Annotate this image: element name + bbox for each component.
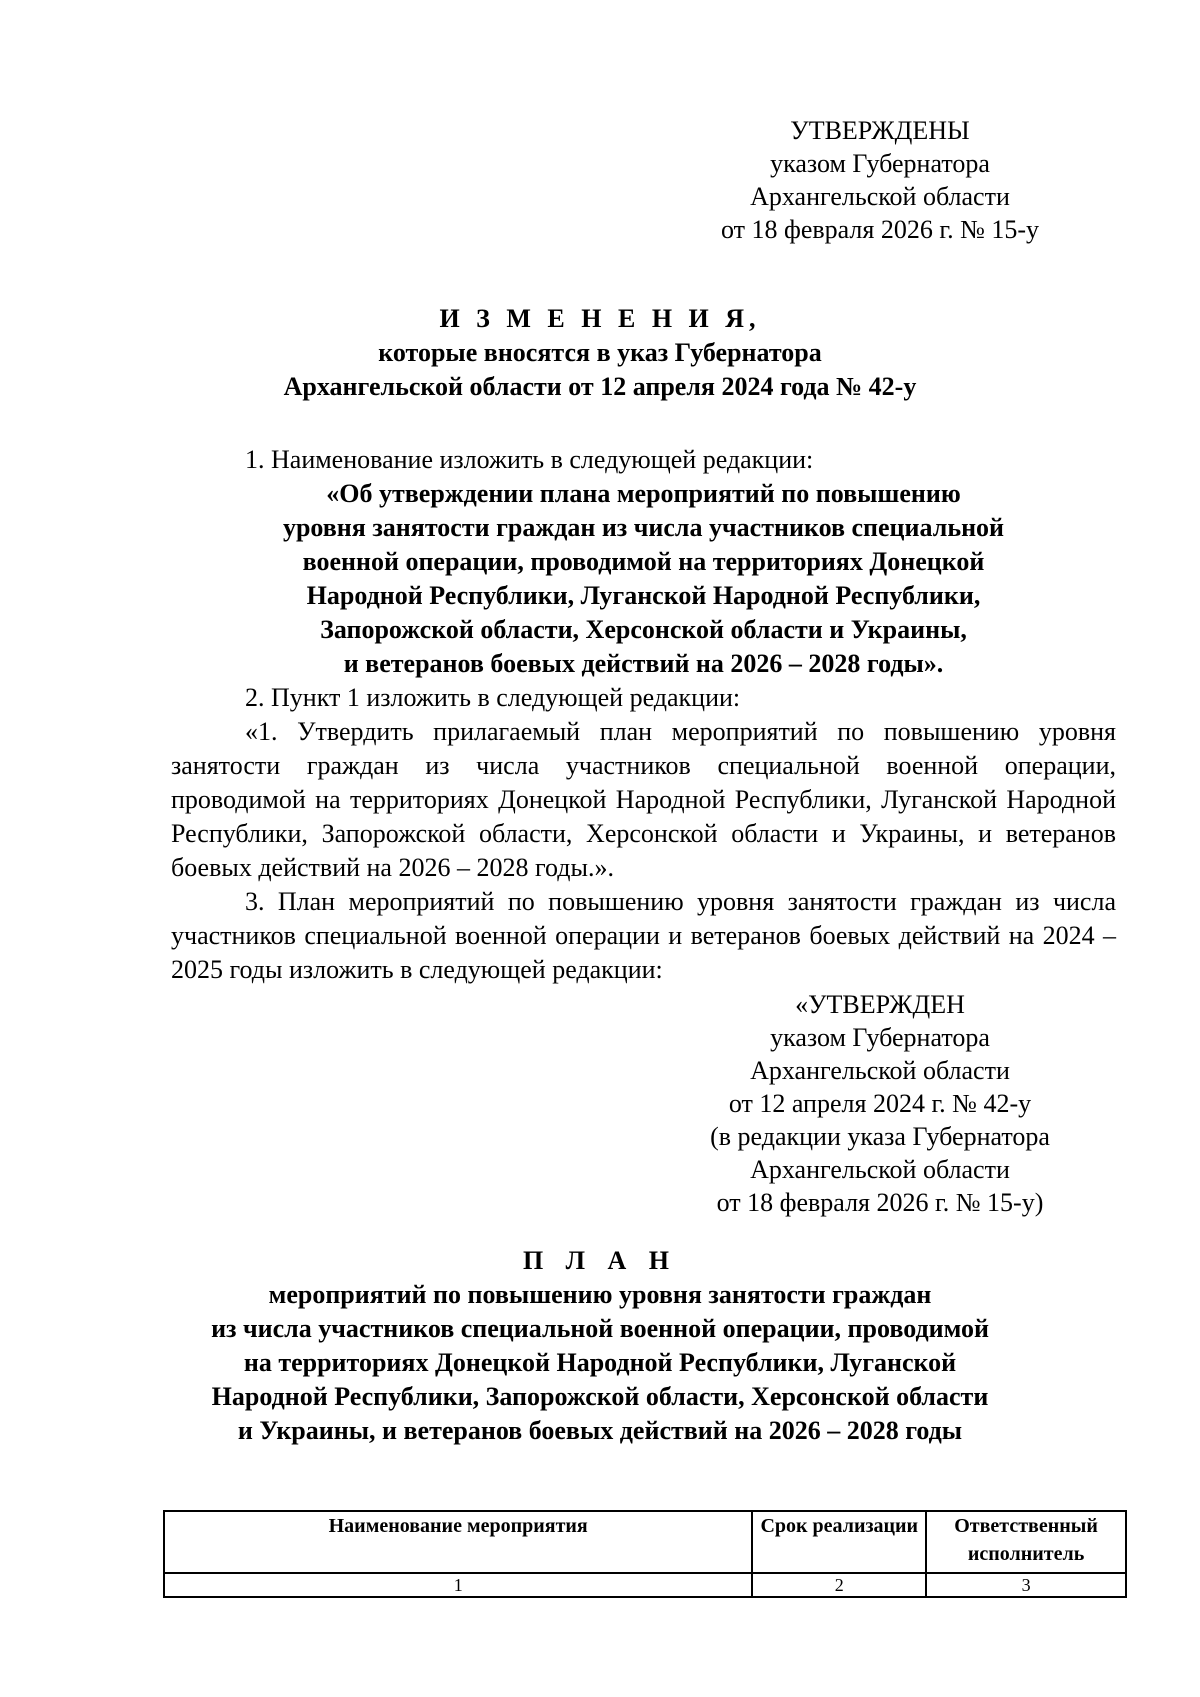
new-name-line: и ветеранов боевых действий на 2026 – 2028 годы». xyxy=(343,649,944,678)
heading-title: И З М Е Н Е Н И Я, xyxy=(439,304,761,333)
new-name-line: Запорожской области, Херсонской области и Украины, xyxy=(320,615,967,644)
stamp-line: от 18 февраля 2026 г. № 15-у) xyxy=(716,1188,1044,1217)
plan-title-line: мероприятий по повышению уровня занятости граждан xyxy=(268,1280,932,1309)
new-name-line: военной операции, проводимой на территориях Донецкой xyxy=(302,547,985,576)
new-name-line: уровня занятости граждан из числа участников специальной xyxy=(282,513,1005,542)
stamp-line: указом Губернатора xyxy=(770,149,990,178)
stamp-line: УТВЕРЖДЕНЫ xyxy=(790,116,970,145)
stamp-line: от 18 февраля 2026 г. № 15-у xyxy=(720,215,1040,244)
item-3-text: 3. План мероприятий по повышению уровня занятости граждан из числа участников специальной военной операции и ветеранов боевых действий на 2024 – 2025 годы изложить в следующей редакции: xyxy=(171,887,1116,984)
plan-title-line: и Украины, и ветеранов боевых действий на 2026 – 2028 годы xyxy=(237,1416,963,1445)
approval-stamp-2 xyxy=(680,988,1080,1219)
stamp-line: от 12 апреля 2024 г. № 42-у xyxy=(728,1089,1032,1118)
approval-stamp xyxy=(720,114,1040,246)
stamp-line: Архангельской области xyxy=(750,1155,1010,1184)
column-header-activity: Наименование мероприятия xyxy=(164,1511,752,1573)
heading-line: Архангельской области от 12 апреля 2024 года № 42-у xyxy=(283,372,917,401)
table-row xyxy=(164,1573,1126,1597)
plan-title xyxy=(0,1244,1200,1448)
new-name-line: Народной Республики, Луганской Народной Республики, xyxy=(306,581,981,610)
document-heading xyxy=(0,302,1200,404)
plan-title-line: из числа участников специальной военной операции, проводимой xyxy=(211,1314,989,1343)
heading-line: которые вносятся в указ Губернатора xyxy=(378,338,822,367)
column-number-cell: 2 xyxy=(752,1573,926,1597)
document-body xyxy=(171,443,1116,987)
plan-title-word: П Л А Н xyxy=(522,1246,678,1275)
stamp-line: «УТВЕРЖДЕН xyxy=(795,990,965,1019)
item-1-new-name xyxy=(171,477,1116,681)
column-header-responsible: Ответственный исполнитель xyxy=(926,1511,1126,1573)
stamp-line: указом Губернатора xyxy=(770,1023,990,1052)
item-1-intro: 1. Наименование изложить в следующей редакции: xyxy=(245,445,814,474)
item-2-text: «1. Утвердить прилагаемый план мероприятий по повышению уровня занятости граждан из числа участников специальной военной операции, проводимой на территориях Донецкой Народной Республики, Луганской Народной Республики, Запорожской области, Херсонской области и Украины, и ветеранов боевых действий на 2026 – 2028 годы.». xyxy=(171,717,1116,882)
item-2-intro: 2. Пункт 1 изложить в следующей редакции: xyxy=(245,683,741,712)
column-header-deadline: Срок реализации xyxy=(752,1511,926,1573)
stamp-line: (в редакции указа Губернатора xyxy=(710,1122,1050,1151)
column-number-cell: 1 xyxy=(164,1573,752,1597)
stamp-line: Архангельской области xyxy=(750,182,1010,211)
new-name-line: «Об утверждении плана мероприятий по повышению xyxy=(326,479,961,508)
column-number-cell: 3 xyxy=(926,1573,1126,1597)
table-header-row xyxy=(164,1511,1126,1573)
plan-table xyxy=(163,1510,1127,1598)
stamp-line: Архангельской области xyxy=(750,1056,1010,1085)
plan-title-line: Народной Республики, Запорожской области, Херсонской области xyxy=(211,1382,989,1411)
plan-title-line: на территориях Донецкой Народной Республики, Луганской xyxy=(243,1348,957,1377)
